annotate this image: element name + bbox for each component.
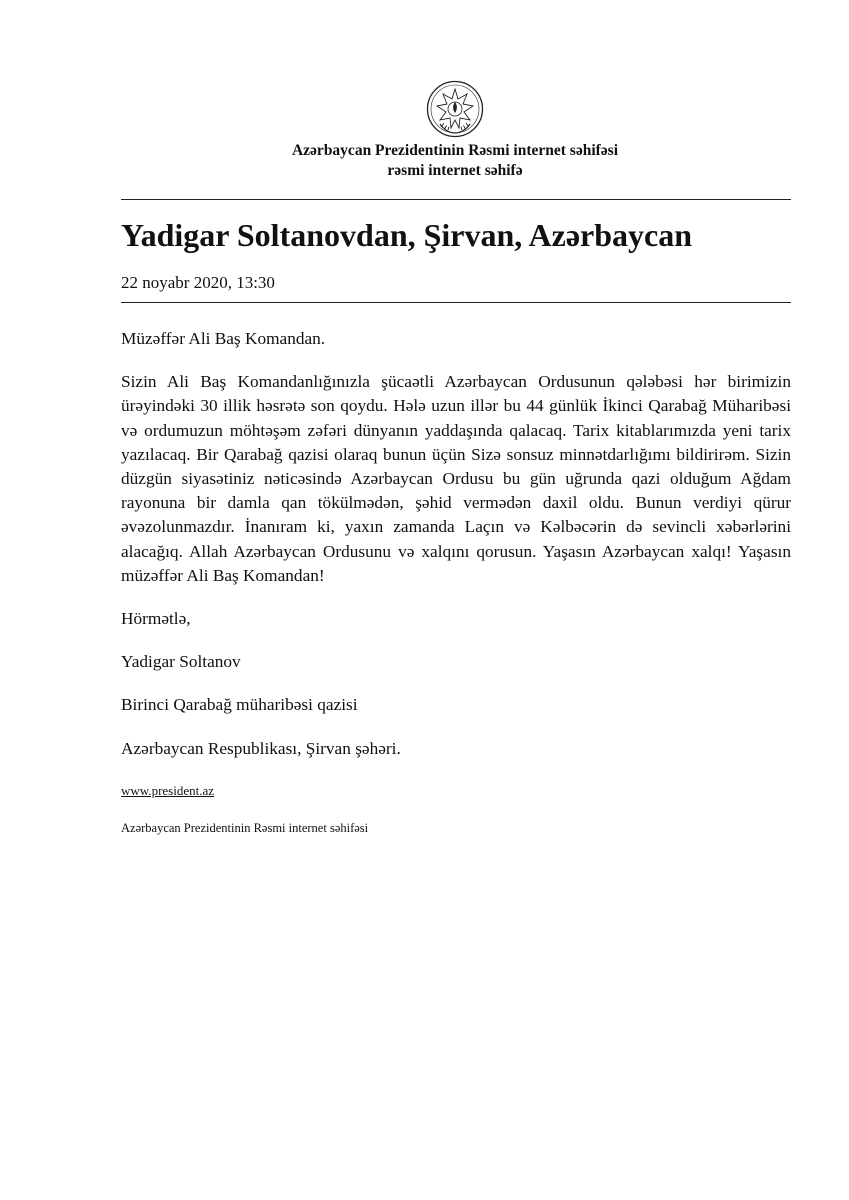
- site-title: Azərbaycan Prezidentinin Rəsmi internet səhifəsi: [291, 142, 619, 159]
- signature-location: Azərbaycan Respublikası, Şirvan şəhəri.: [121, 738, 401, 758]
- signature-role: Birinci Qarabağ müharibəsi qazisi: [121, 695, 358, 715]
- site-subtitle: rəsmi internet səhifə: [387, 162, 523, 179]
- top-divider: [121, 199, 791, 200]
- website-link[interactable]: www.president.az: [121, 783, 215, 798]
- footer-text: Azərbaycan Prezidentinin Rəsmi internet səhifəsi: [121, 821, 369, 835]
- closing: Hörmətlə,: [121, 609, 191, 629]
- signature-name: Yadigar Soltanov: [121, 652, 241, 672]
- article-body: [121, 327, 791, 780]
- title-divider: [121, 302, 791, 303]
- greeting: Müzəffər Ali Baş Komandan.: [121, 329, 326, 348]
- article-title: Yadigar Soltanovdan, Şirvan, Azərbaycan: [121, 217, 693, 253]
- azerbaijan-emblem-icon: [426, 80, 484, 138]
- article-date: 22 noyabr 2020, 13:30: [121, 273, 275, 292]
- letter-paragraph: Sizin Ali Baş Komandanlığınızla şücaətli Azərbaycan Ordusunun qələbəsi hər birimizin ürəyindəki 30 illik həsrətə son qoydu. Hələ uzun illər bu 44 günlük İkinci Qarabağ Müharibəsi və ordumuzun möhtəşəm zəfəri dünyanın yaddaşında qalacaq. Tarix kitablarımızda yeni tarix yazılacaq. Bir Qarabağ qazisi olaraq bunun üçün Sizə sonsuz minnətdarlığımı bildirirəm. Sizin düzgün siyasətiniz nəticəsində Azərbaycan Ordusu bu gün uğrunda qazi olduğum Ağdam rayonuna bir damla qan tökülmədən, şəhid vermədən daxil oldu. Bunun verdiyi qürur əvəzolunmazdır. İnanıram ki, yaxın zamanda Laçın və Kəlbəcərin də sevincli xəbərlərini alacağıq. Allah Azərbaycan Ordusunu və xalqını qorusun. Yaşasın Azərbaycan xalqı! Yaşasın müzəffər Ali Baş Komandan!: [121, 372, 791, 585]
